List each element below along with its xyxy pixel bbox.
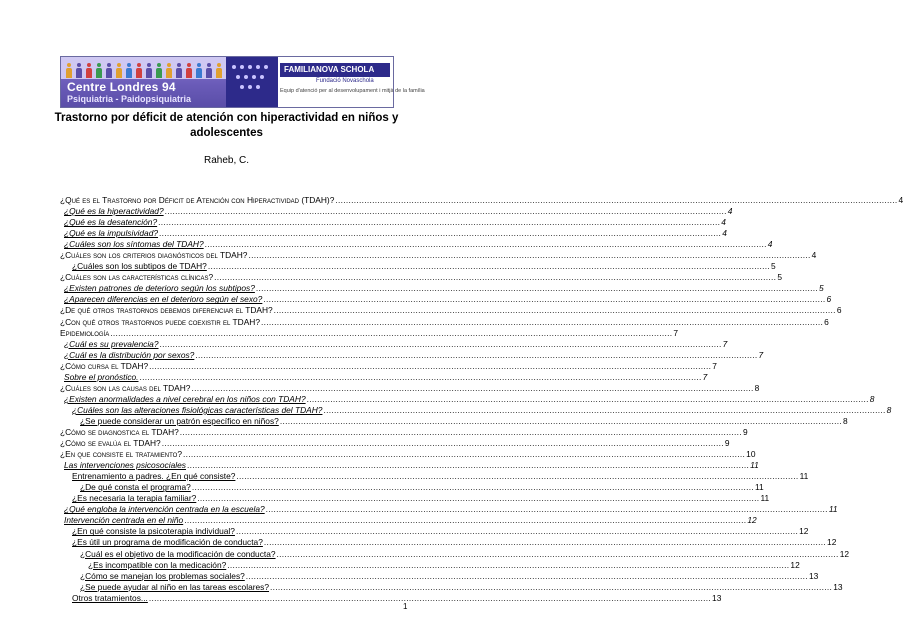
toc-entry-page: 11 xyxy=(754,482,764,493)
toc-entry-text[interactable]: ¿Es necesaria la terapia familiar? xyxy=(72,493,197,504)
toc-entry-text[interactable]: Sobre el pronóstico. xyxy=(64,371,139,382)
toc-entry[interactable] xyxy=(60,272,782,283)
toc-entry-page: 9 xyxy=(724,438,730,449)
toc-entry-text[interactable]: Epidemiología xyxy=(60,327,110,338)
toc-leader-dots xyxy=(264,537,826,548)
toc-entry-page: 7 xyxy=(712,360,717,371)
toc-leader-dots xyxy=(191,383,753,394)
toc-entry[interactable] xyxy=(60,217,726,228)
toc-leader-dots xyxy=(263,294,825,305)
table-of-contents xyxy=(60,195,903,604)
toc-entry-page: 13 xyxy=(712,592,722,603)
toc-entry-page: 7 xyxy=(722,338,728,349)
familianova-fundacion: Fundació Novaschola xyxy=(316,78,374,84)
toc-entry-page: 6 xyxy=(826,294,832,305)
toc-entry-text[interactable]: ¿Cuáles son las alteraciones fisiológicas características del TDAH? xyxy=(72,404,323,415)
toc-entry[interactable] xyxy=(60,349,764,361)
familianova-emblem-icon xyxy=(226,57,278,107)
toc-leader-dots xyxy=(183,449,745,460)
document-title: Trastorno por déficit de atención con hiperactividad en niños y adolescentes xyxy=(54,112,399,139)
toc-entry[interactable] xyxy=(60,559,800,571)
toc-leader-dots xyxy=(256,283,818,294)
toc-entry-text[interactable]: ¿Cómo se manejan los problemas sociales? xyxy=(80,570,245,581)
toc-entry[interactable] xyxy=(60,338,728,350)
toc-entry-page: 4 xyxy=(767,239,773,250)
toc-entry[interactable] xyxy=(60,327,679,339)
toc-leader-dots xyxy=(307,394,869,405)
toc-entry-text[interactable]: ¿Cómo cursa el TDAH? xyxy=(60,360,149,371)
toc-entry[interactable] xyxy=(60,261,776,272)
toc-entry-page: 8 xyxy=(869,393,875,404)
toc-entry-page: 5 xyxy=(819,283,824,294)
toc-entry-text[interactable]: ¿Cuáles son las características clínicas? xyxy=(60,272,214,283)
toc-entry-page: 8 xyxy=(842,415,848,426)
toc-entry-text[interactable]: ¿Existen anormalidades a nivel cerebral en los niños con TDAH? xyxy=(64,393,306,404)
toc-entry-text[interactable]: ¿Se puede ayudar al niño en las tareas escolares? xyxy=(80,581,270,592)
toc-entry[interactable] xyxy=(60,305,842,316)
toc-entry-text[interactable]: ¿En qué consiste la psicoterapia individual? xyxy=(72,526,235,537)
toc-entry-page: 8 xyxy=(754,382,760,393)
centre-londres-name: Centre Londres 94 xyxy=(67,80,176,94)
toc-entry-text[interactable]: Entrenamiento a padres. ¿En qué consiste? xyxy=(72,471,236,482)
toc-leader-dots xyxy=(180,427,742,438)
toc-entry-page: 5 xyxy=(771,261,776,272)
toc-entry-text[interactable]: ¿De qué consta el programa? xyxy=(80,482,191,493)
toc-entry[interactable] xyxy=(60,283,824,294)
toc-leader-dots xyxy=(160,339,722,350)
toc-entry-text[interactable]: ¿Qué es la desatención? xyxy=(64,217,158,228)
toc-entry-text[interactable]: ¿Cuál es la distribución por sexos? xyxy=(64,349,195,360)
toc-leader-dots xyxy=(192,482,754,493)
toc-leader-dots xyxy=(270,582,832,593)
toc-entry-page: 4 xyxy=(727,206,733,217)
toc-entry[interactable] xyxy=(60,526,809,537)
familianova-logo xyxy=(226,57,425,107)
toc-entry[interactable] xyxy=(60,206,733,217)
toc-leader-dots xyxy=(195,350,757,361)
toc-entry-text[interactable]: ¿En que consiste el tratamiento? xyxy=(60,449,183,460)
children-silhouettes-icon xyxy=(61,57,230,79)
toc-entry-page: 4 xyxy=(721,217,726,228)
toc-entry-text[interactable]: ¿Existen patrones de deterioro según los subtipos? xyxy=(64,283,255,294)
toc-leader-dots xyxy=(266,504,828,515)
familianova-name: FAMILIANOVA SCHOLA xyxy=(280,63,390,77)
toc-entry-page: 12 xyxy=(790,559,800,570)
toc-leader-dots xyxy=(335,195,897,206)
toc-entry-page: 9 xyxy=(742,426,748,437)
toc-leader-dots xyxy=(323,405,885,416)
toc-entry-text[interactable]: ¿Qué es la hiperactividad? xyxy=(64,206,164,217)
toc-entry[interactable] xyxy=(60,482,764,493)
toc-leader-dots xyxy=(197,493,759,504)
toc-leader-dots xyxy=(246,571,808,582)
document-author: Raheb, C. xyxy=(203,155,250,166)
toc-entry[interactable] xyxy=(60,493,770,504)
toc-entry-text[interactable]: ¿Es incompatible con la medicación? xyxy=(88,559,227,570)
toc-entry-text[interactable]: Las intervenciones psicosociales xyxy=(64,460,186,471)
toc-entry-page: 12 xyxy=(747,515,757,526)
toc-entry[interactable] xyxy=(60,294,832,305)
toc-leader-dots xyxy=(261,317,823,328)
toc-entry[interactable] xyxy=(60,548,850,560)
toc-entry[interactable] xyxy=(60,195,903,206)
toc-entry-page: 13 xyxy=(833,581,843,592)
toc-entry-page: 12 xyxy=(827,537,837,548)
toc-leader-dots xyxy=(236,526,798,537)
toc-entry[interactable] xyxy=(60,250,817,261)
toc-entry[interactable] xyxy=(60,449,756,460)
toc-leader-dots xyxy=(227,560,789,571)
toc-entry[interactable] xyxy=(60,393,875,405)
toc-entry-text[interactable]: Otros tratamientos... xyxy=(72,592,148,603)
toc-entry[interactable] xyxy=(60,415,848,427)
familianova-tagline: Equip d'atenció per al desenvolupament i mitjà de la família xyxy=(280,88,425,94)
toc-leader-dots xyxy=(236,471,798,482)
toc-entry-text[interactable]: ¿Qué es el Trastorno por Déficit de Atención con Hiperactividad (TDAH)? xyxy=(60,195,335,205)
toc-leader-dots xyxy=(277,549,839,560)
toc-leader-dots xyxy=(162,438,724,449)
toc-entry-page: 6 xyxy=(824,316,829,327)
toc-entry[interactable] xyxy=(60,228,727,239)
toc-entry[interactable] xyxy=(60,426,748,438)
toc-entry-page: 10 xyxy=(746,449,756,460)
toc-entry[interactable] xyxy=(60,537,837,548)
toc-entry-page: 7 xyxy=(758,349,764,360)
toc-entry-page: 4 xyxy=(898,195,903,205)
toc-entry[interactable] xyxy=(60,316,829,328)
toc-entry[interactable] xyxy=(60,438,730,449)
toc-entry[interactable] xyxy=(60,360,717,372)
toc-entry[interactable] xyxy=(60,592,722,604)
toc-leader-dots xyxy=(140,372,702,383)
toc-entry-page: 5 xyxy=(777,272,782,283)
toc-leader-dots xyxy=(280,416,842,427)
toc-leader-dots xyxy=(187,460,749,471)
toc-entry-page: 6 xyxy=(836,305,842,316)
toc-leader-dots xyxy=(149,361,711,372)
toc-leader-dots xyxy=(205,239,767,250)
toc-entry[interactable] xyxy=(60,570,819,582)
toc-entry-text[interactable]: ¿Cómo se evalúa el TDAH? xyxy=(60,438,161,449)
toc-entry-text[interactable]: ¿Cuáles son los síntomas del TDAH? xyxy=(64,239,204,250)
toc-entry-page: 12 xyxy=(839,548,850,559)
toc-entry[interactable] xyxy=(60,382,760,394)
toc-entry-page: 4 xyxy=(811,250,817,261)
centre-londres-logo xyxy=(61,57,226,107)
toc-leader-dots xyxy=(158,217,720,228)
toc-entry-page: 8 xyxy=(886,404,892,415)
toc-entry-page: 4 xyxy=(722,228,727,239)
toc-entry-page: 13 xyxy=(808,570,819,581)
toc-entry-text[interactable]: ¿Cuáles son los subtipos de TDAH? xyxy=(72,261,207,272)
centre-londres-subtitle: Psiquiatria - Paidopsiquiatria xyxy=(67,94,192,104)
toc-entry[interactable] xyxy=(60,404,892,416)
toc-entry[interactable] xyxy=(60,471,809,482)
toc-entry-text[interactable]: ¿Cuál es el objetivo de la modificación de conducta? xyxy=(80,548,276,559)
toc-leader-dots xyxy=(248,250,810,261)
toc-entry[interactable] xyxy=(60,460,759,471)
toc-entry-text[interactable]: ¿Cuáles son los criterios diagnósticos del TDAH? xyxy=(60,250,248,261)
toc-entry-text[interactable]: ¿Es útil un programa de modificación de conducta? xyxy=(72,537,263,548)
toc-entry-page: 7 xyxy=(702,371,708,382)
toc-entry[interactable] xyxy=(60,239,773,250)
toc-leader-dots xyxy=(274,305,836,316)
toc-entry-text[interactable]: ¿Qué es la impulsividad? xyxy=(64,228,159,239)
toc-entry-text[interactable]: ¿Cuáles son las causas del TDAH? xyxy=(60,382,191,393)
toc-leader-dots xyxy=(110,328,672,339)
toc-leader-dots xyxy=(159,228,721,239)
toc-entry-text[interactable]: Intervención centrada en el niño xyxy=(64,515,184,526)
toc-entry-page: 12 xyxy=(799,526,809,537)
toc-entry-page: 11 xyxy=(760,493,770,504)
toc-entry-text[interactable]: ¿Aparecen diferencias en el deterioro según el sexo? xyxy=(64,294,263,305)
toc-entry-text[interactable]: ¿Cuál es su prevalencia? xyxy=(64,338,159,349)
toc-entry-text[interactable]: ¿Qué engloba la intervención centrada en la escuela? xyxy=(64,504,265,515)
toc-entry-text[interactable]: ¿Con qué otros trastornos puede coexistir el TDAH? xyxy=(60,316,261,327)
toc-entry[interactable] xyxy=(60,515,757,526)
toc-leader-dots xyxy=(208,261,770,272)
toc-entry-page: 11 xyxy=(799,471,809,482)
toc-entry-text[interactable]: ¿Cómo se diagnostica el TDAH? xyxy=(60,426,179,437)
toc-leader-dots xyxy=(184,515,746,526)
toc-entry-text[interactable]: ¿De qué otros trastornos debemos diferenciar el TDAH? xyxy=(60,305,273,316)
toc-entry-page: 11 xyxy=(750,460,759,471)
toc-entry-page: 7 xyxy=(673,327,679,338)
toc-leader-dots xyxy=(149,593,711,604)
toc-entry-page: 11 xyxy=(828,504,838,515)
toc-entry[interactable] xyxy=(60,581,843,593)
toc-entry[interactable] xyxy=(60,371,708,383)
toc-leader-dots xyxy=(214,272,776,283)
toc-leader-dots xyxy=(165,206,727,217)
page-number: 1 xyxy=(403,602,408,611)
toc-entry[interactable] xyxy=(60,504,838,515)
toc-entry-text[interactable]: ¿Se puede considerar un patrón específico en niños? xyxy=(80,415,279,426)
header-banner xyxy=(60,56,425,108)
